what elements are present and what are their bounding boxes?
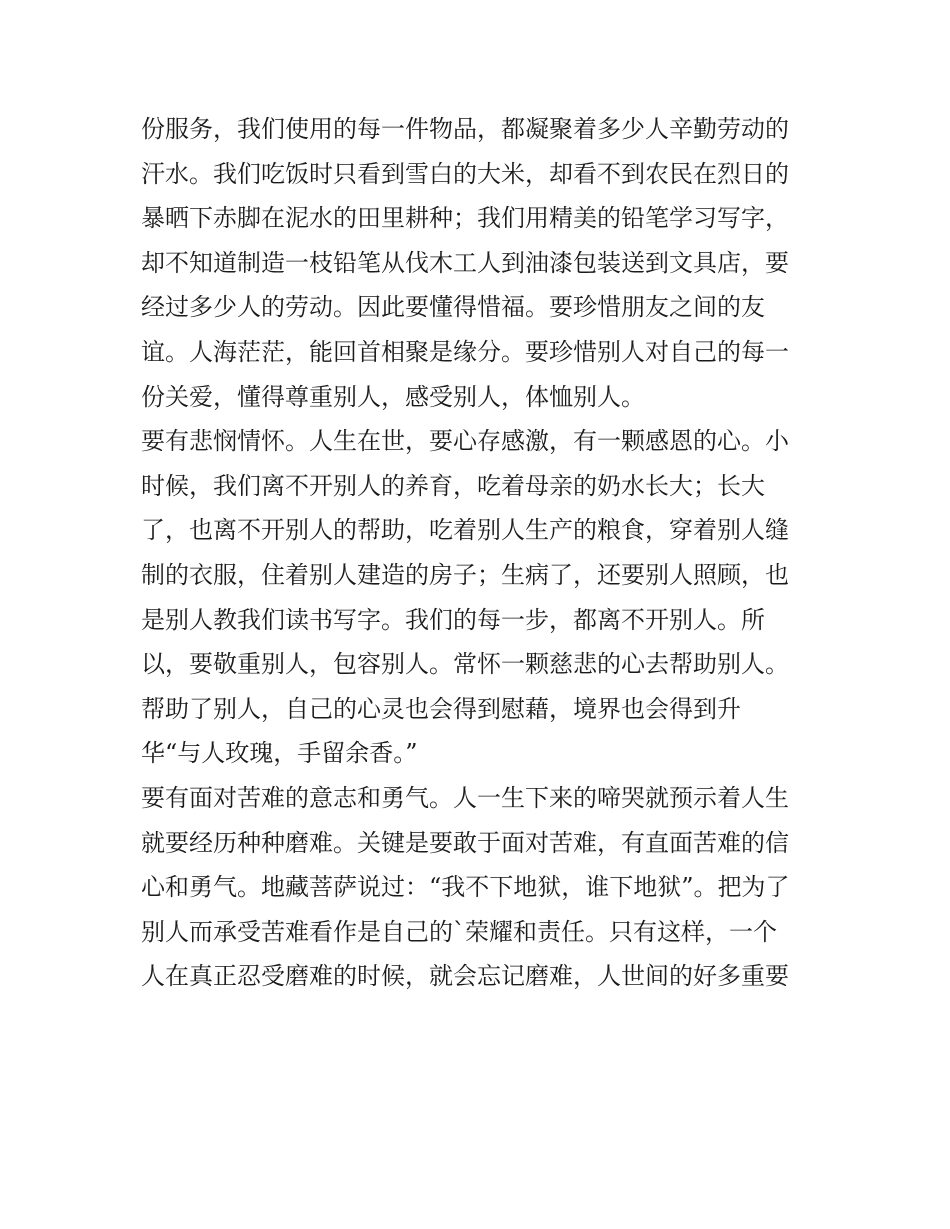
text-line: 帮助了别人，自己的心灵也会得到慰藉，境界也会得到升 <box>141 694 741 723</box>
text-line: 人在真正忍受磨难的时候，就会忘记磨难，人世间的好多重要 <box>141 962 789 991</box>
text-line: 别人而承受苦难看作是自己的`荣耀和责任。只有这样，一个 <box>141 917 777 946</box>
text-line: 要有悲悯情怀。人生在世，要心存感激，有一颗感恩的心。小 <box>141 427 789 456</box>
text-line: 制的衣服，住着别人建造的房子；生病了，还要别人照顾，也 <box>141 560 789 589</box>
text-line: 就要经历种种磨难。关键是要敢于面对苦难，有直面苦难的信 <box>141 828 789 857</box>
text-line: 时候，我们离不开别人的养育，吃着母亲的奶水长大；长大 <box>141 471 765 500</box>
text-line: 以，要敬重别人，包容别人。常怀一颗慈悲的心去帮助别人。 <box>141 650 789 679</box>
text-line: 份服务，我们使用的每一件物品，都凝聚着多少人辛勤劳动的 <box>141 115 789 143</box>
text-line: 心和勇气。地藏菩萨说过：“我不下地狱，谁下地狱”。把为了 <box>141 873 790 902</box>
text-line: 却不知道制造一枝铅笔从伐木工人到油漆包装送到文具店，要 <box>141 248 789 277</box>
text-line: 汗水。我们吃饭时只看到雪白的大米，却看不到农民在烈日的 <box>141 159 789 188</box>
body-text <box>141 107 831 999</box>
text-line: 是别人教我们读书写字。我们的每一步，都离不开别人。所 <box>141 605 765 634</box>
text-line: 华“与人玫瑰，手留余香。” <box>141 739 418 768</box>
text-line: 经过多少人的劳动。因此要懂得惜福。要珍惜朋友之间的友 <box>141 293 765 322</box>
text-line: 份关爱，懂得尊重别人，感受别人，体恤别人。 <box>141 382 645 411</box>
text-line: 谊。人海茫茫，能回首相聚是缘分。要珍惜别人对自己的每一 <box>141 337 789 366</box>
text-line: 要有面对苦难的意志和勇气。人一生下来的啼哭就预示着人生 <box>141 783 789 812</box>
text-line: 了，也离不开别人的帮助，吃着别人生产的粮食，穿着别人缝 <box>141 516 789 545</box>
text-line: 暴晒下赤脚在泥水的田里耕种；我们用精美的铅笔学习写字， <box>141 204 789 233</box>
